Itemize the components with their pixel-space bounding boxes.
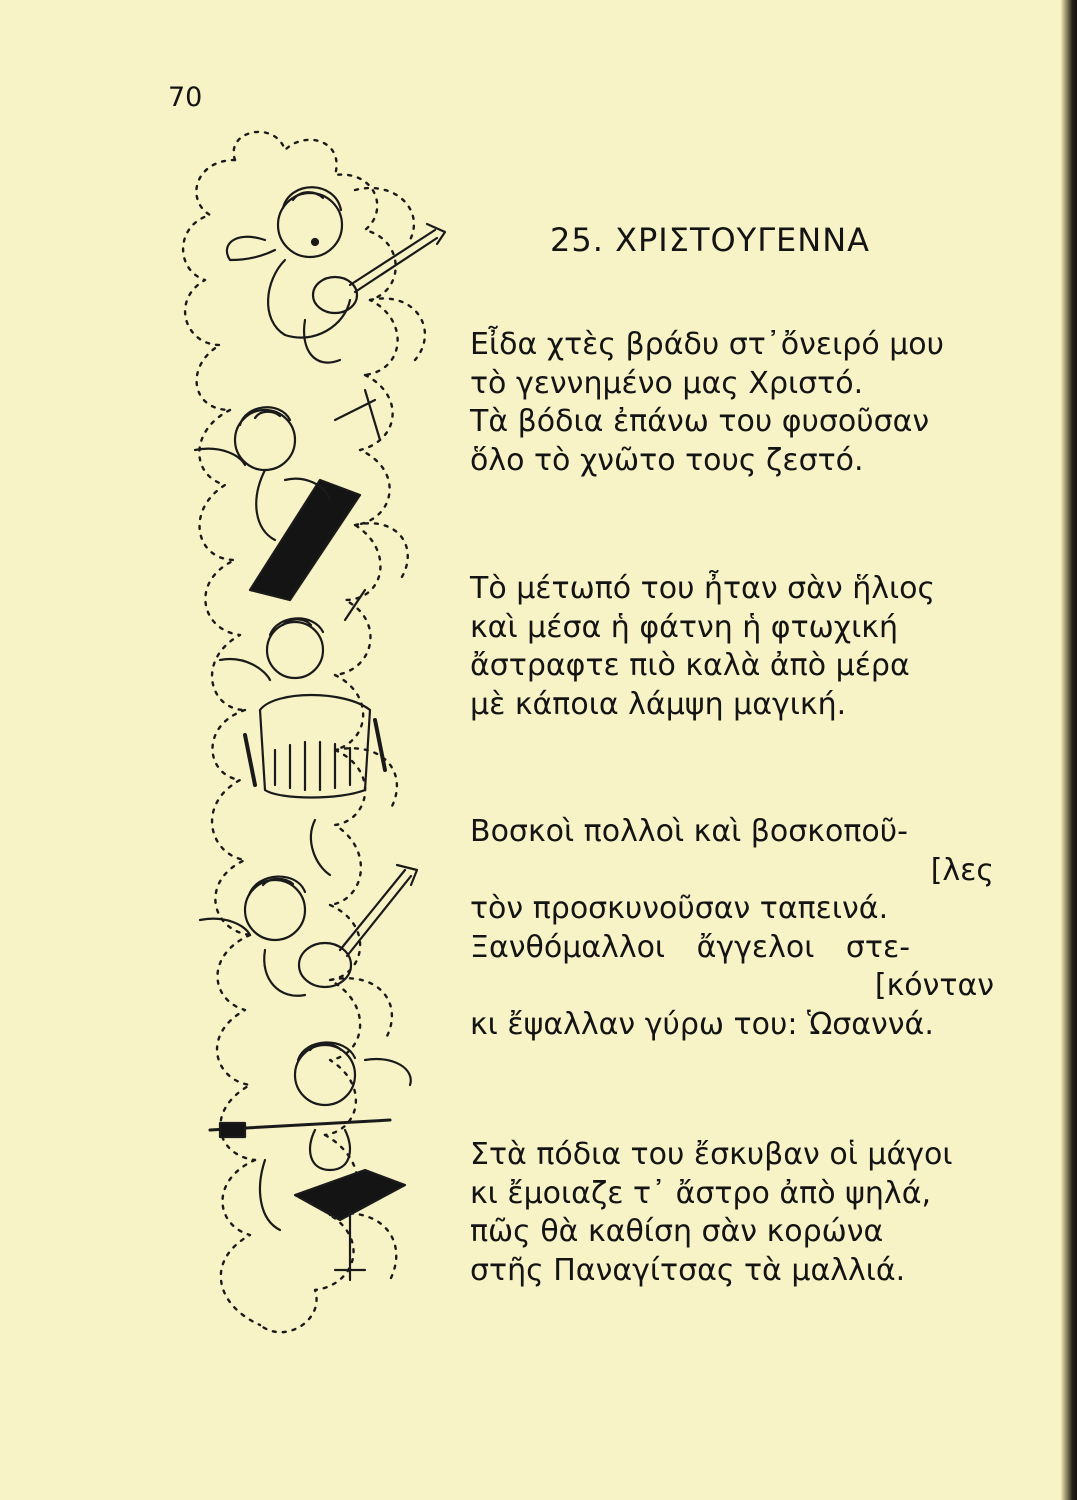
page-number: 70 [168, 82, 203, 113]
angel-mandolin-icon [200, 820, 417, 996]
angel-mandolin-icon [227, 187, 445, 362]
stanza-3 [470, 813, 994, 1044]
poem-title: 25. ΧΡΙΣΤΟΥΓΕΝΝΑ [550, 221, 871, 259]
verse-line: Τὰ βόδια ἐπάνω του φυσοῦσαν [470, 404, 930, 439]
angels-illustration [165, 120, 465, 1370]
angel-violin-icon [210, 1042, 411, 1280]
dotted-clouds [183, 132, 425, 1332]
verse-line: Στὰ πόδια του ἔσκυβαν οἱ μάγοι [470, 1137, 953, 1172]
verse-line: Εἶδα χτὲς βράδυ στ᾽ὄνειρό μου [470, 327, 945, 362]
verse-line: κι ἔψαλλαν γύρω του: Ὡσαννά. [470, 1006, 934, 1042]
verse-line: μὲ κάποια λάμψη μαγική. [470, 686, 847, 722]
page-edge-shadow [1061, 0, 1077, 1500]
verse-line: τὸν προσκυνοῦσαν ταπεινά. [470, 891, 889, 926]
verse-line: ὅλο τὸ χνῶτο τους ζεστό. [470, 442, 864, 478]
verse-line: Ξανθόμαλλοι ἄγγελοι στε- [470, 929, 911, 965]
stanza-1 [470, 326, 944, 480]
verse-line: πῶς θὰ καθίση σὰν κορώνα [470, 1214, 884, 1249]
verse-line: Τὸ μέτωπό του ἦταν σὰν ἥλιος [470, 571, 936, 606]
verse-line: στῆς Παναγίτσας τὰ μαλλιά. [470, 1252, 906, 1288]
verse-line-continuation: [κόνταν [874, 968, 994, 1003]
verse-line-continuation: [λες [930, 852, 994, 888]
verse-line: καὶ μέσα ἡ φάτνη ἡ φτωχική [470, 609, 898, 645]
verse-line: Βοσκοὶ πολλοὶ καὶ βοσκοποῦ- [470, 814, 908, 849]
angel-accordion-icon [220, 590, 385, 798]
stanza-4 [470, 1136, 953, 1290]
verse-line: τὸ γεννημένο μας Χριστό. [470, 365, 864, 401]
stanza-2 [470, 570, 935, 724]
verse-line: ἄστραφτε πιὸ καλὰ ἀπὸ μέρα [470, 648, 910, 683]
verse-line: κι ἔμοιαζε τ᾽ ἄστρο ἀπὸ ψηλά, [470, 1175, 932, 1211]
